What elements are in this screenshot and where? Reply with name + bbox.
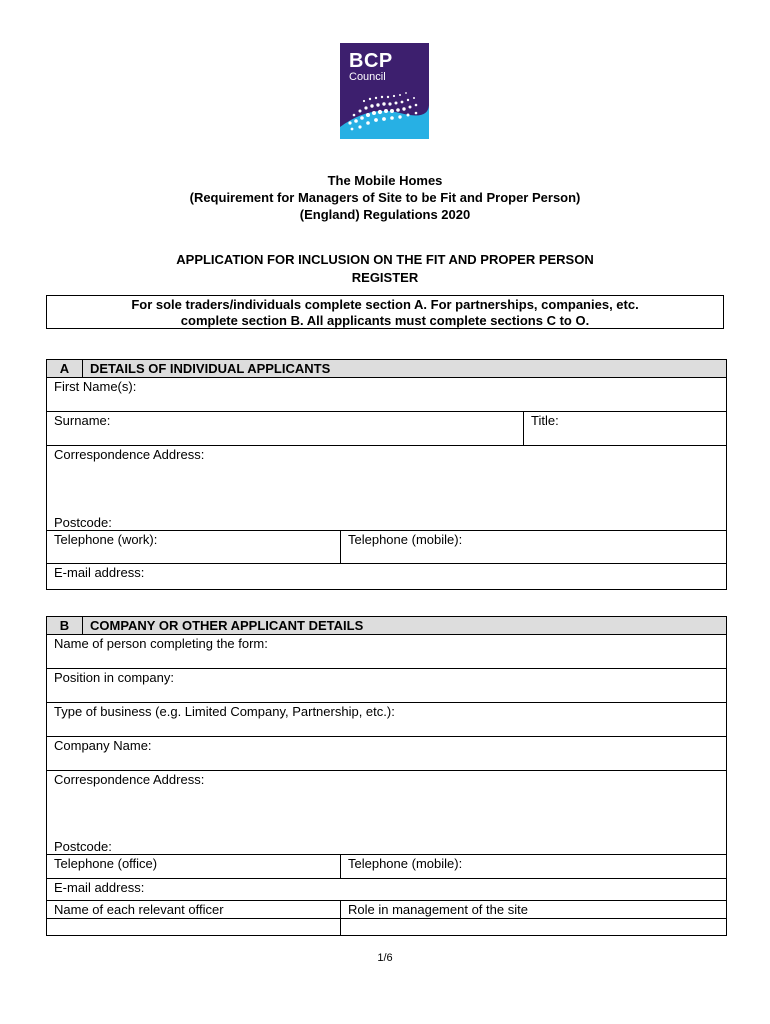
surname-field[interactable] <box>47 412 524 446</box>
section-b-table <box>46 616 727 936</box>
officer-name-header: Name of each relevant officer <box>47 901 341 919</box>
email-field[interactable] <box>47 564 727 590</box>
instructions-line-2: complete section B. All applicants must complete sections C to O. <box>180 313 590 328</box>
position-label: Position in company: <box>54 670 174 685</box>
person-completing-field[interactable] <box>47 635 727 669</box>
company-email-label: E-mail address: <box>54 880 145 895</box>
position-field[interactable] <box>47 669 727 703</box>
telephone-office-field[interactable] <box>47 855 341 879</box>
surname-label: Surname: <box>54 413 111 428</box>
instructions-box <box>46 295 724 329</box>
company-postcode-label: Postcode: <box>54 839 112 854</box>
company-telephone-mobile-field[interactable] <box>341 855 727 879</box>
officer-role-cell[interactable] <box>341 919 727 936</box>
postcode-label: Postcode: <box>54 515 112 530</box>
officer-name-cell[interactable] <box>47 919 341 936</box>
logo-text-bcp: BCP <box>349 50 393 72</box>
telephone-mobile-label: Telephone (mobile): <box>348 532 463 547</box>
application-title-line-1: APPLICATION FOR INCLUSION ON THE FIT AND PROPER PERSON <box>176 252 594 267</box>
telephone-work-label: Telephone (work): <box>54 532 158 547</box>
address-label: Correspondence Address: <box>54 447 205 462</box>
company-address-field[interactable] <box>47 771 727 855</box>
telephone-office-label: Telephone (office) <box>54 856 158 871</box>
telephone-mobile-field[interactable] <box>341 531 727 564</box>
section-a-letter: A <box>47 360 83 378</box>
page-number: 1/6 <box>377 952 393 964</box>
heading-line-2: (Requirement for Managers of Site to be Fit and Proper Person) <box>189 190 581 205</box>
title-label: Title: <box>531 413 559 428</box>
officer-role-header: Role in management of the site <box>341 901 727 919</box>
company-email-field[interactable] <box>47 879 727 901</box>
company-name-label: Company Name: <box>54 738 152 753</box>
bcp-council-logo <box>340 43 429 139</box>
business-type-label: Type of business (e.g. Limited Company, Partnership, etc.): <box>54 704 395 719</box>
section-a-title: DETAILS OF INDIVIDUAL APPLICANTS <box>83 360 727 378</box>
correspondence-address-field[interactable] <box>47 446 727 531</box>
section-b-title: COMPANY OR OTHER APPLICANT DETAILS <box>83 617 727 635</box>
first-names-field[interactable] <box>47 378 727 412</box>
regulations-heading <box>0 172 770 223</box>
instructions-line-1: For sole traders/individuals complete section A. For partnerships, companies, etc. <box>131 297 639 312</box>
application-title <box>0 251 770 287</box>
section-a-table <box>46 359 727 590</box>
company-address-label: Correspondence Address: <box>54 772 205 787</box>
title-field[interactable] <box>524 412 727 446</box>
heading-line-3: (England) Regulations 2020 <box>299 207 471 222</box>
section-b-letter: B <box>47 617 83 635</box>
logo-text-council: Council <box>349 71 386 83</box>
telephone-work-field[interactable] <box>47 531 341 564</box>
company-name-field[interactable] <box>47 737 727 771</box>
first-names-label: First Name(s): <box>54 379 137 394</box>
application-title-line-2: REGISTER <box>351 270 419 285</box>
business-type-field[interactable] <box>47 703 727 737</box>
heading-line-1: The Mobile Homes <box>327 173 443 188</box>
person-completing-label: Name of person completing the form: <box>54 636 268 651</box>
company-telephone-mobile-label: Telephone (mobile): <box>348 856 463 871</box>
email-label: E-mail address: <box>54 565 145 580</box>
